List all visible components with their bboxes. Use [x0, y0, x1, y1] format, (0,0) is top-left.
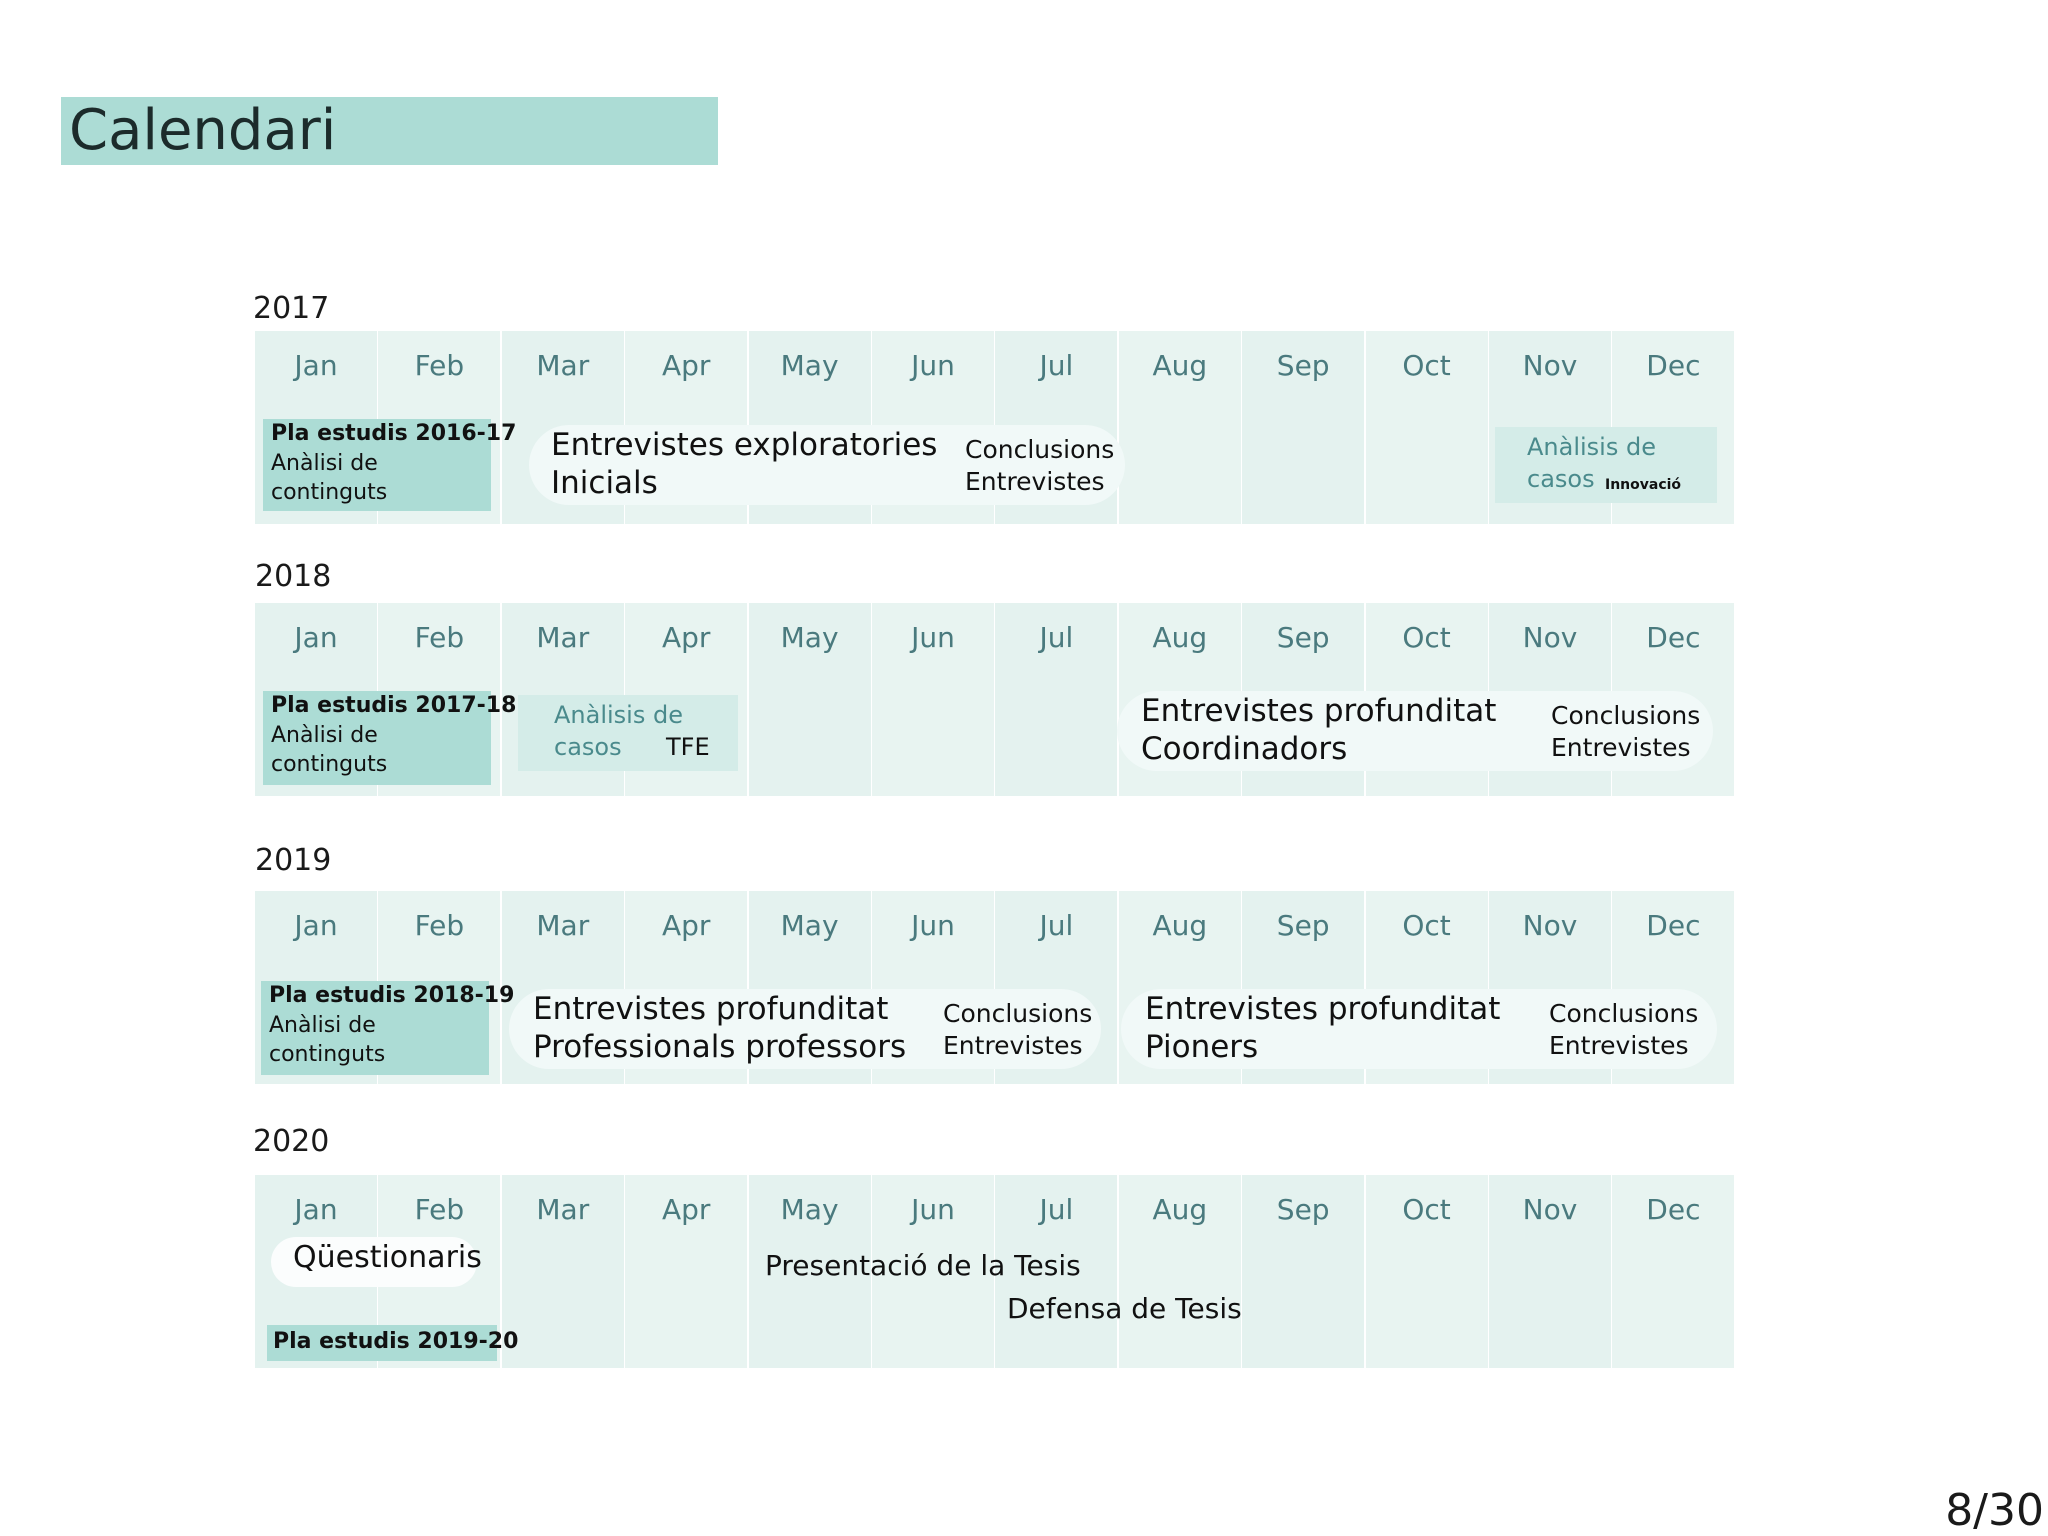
analisis-casos-block: [1495, 427, 1717, 503]
month-label: Sep: [1276, 349, 1330, 382]
month-label: Apr: [661, 349, 711, 382]
month-label: Mar: [536, 1193, 590, 1226]
month-label: Oct: [1402, 349, 1451, 382]
month-label: Sep: [1276, 909, 1330, 942]
month-label: Jul: [1039, 621, 1074, 654]
month-label: Apr: [661, 621, 711, 654]
entrevistes-pill: [1117, 691, 1713, 771]
month-column: [1242, 1175, 1364, 1368]
month-label: Aug: [1152, 909, 1208, 942]
calendar-row-2020: [255, 1175, 1735, 1368]
month-label: Dec: [1646, 909, 1701, 942]
pla-estudis-title: Pla estudis 2016-17: [271, 421, 517, 446]
pill-line2: Pioners: [1145, 1029, 1259, 1065]
pla-estudis-title: Pla estudis 2017-18: [271, 693, 517, 718]
pla-estudis-line1: Anàlisi de: [271, 451, 378, 476]
month-label: Dec: [1646, 621, 1701, 654]
month-label: Nov: [1522, 1193, 1578, 1226]
defensa-tesis: Defensa de Tesis: [1007, 1292, 1242, 1325]
conclusions-line2: Entrevistes: [1551, 733, 1691, 762]
month-label: Apr: [661, 909, 711, 942]
casos-tag: Innovació: [1605, 477, 1682, 493]
month-label: Jul: [1039, 349, 1074, 382]
pla-estudis-line2: continguts: [271, 752, 388, 777]
month-label: May: [780, 349, 839, 382]
calendar-row-2018: [255, 603, 1735, 796]
month-label: Oct: [1402, 909, 1451, 942]
month-label: Nov: [1522, 909, 1578, 942]
conclusions-line2: Entrevistes: [943, 1031, 1083, 1060]
month-column: [1366, 1175, 1488, 1368]
month-column: [1489, 1175, 1611, 1368]
month-label: Aug: [1152, 1193, 1208, 1226]
month-label: Jun: [911, 621, 955, 654]
casos-tag: TFE: [666, 733, 710, 761]
title-bar: [61, 97, 718, 165]
pla-estudis-line2: continguts: [271, 480, 388, 505]
entrevistes-pill-1: [509, 989, 1101, 1069]
month-label: Jul: [1039, 909, 1074, 942]
month-label: Dec: [1646, 349, 1701, 382]
month-label: Dec: [1646, 1193, 1701, 1226]
month-label: Nov: [1522, 349, 1578, 382]
pla-estudis-block: [263, 419, 517, 511]
month-column: [1242, 331, 1364, 524]
pill-line1: Entrevistes profunditat: [533, 991, 889, 1027]
month-label: Oct: [1402, 621, 1451, 654]
calendar-row-2017: [255, 331, 1735, 524]
conclusions-line1: Conclusions: [943, 999, 1093, 1028]
year-label-2017: 2017: [253, 291, 330, 326]
month-column: [1612, 1175, 1734, 1368]
month-label: Jun: [911, 1193, 955, 1226]
year-label-2018: 2018: [255, 559, 332, 594]
conclusions-line1: Conclusions: [1549, 999, 1699, 1028]
month-label: May: [780, 621, 839, 654]
pla-estudis-line1: Anàlisi de: [271, 723, 378, 748]
month-label: Mar: [536, 349, 590, 382]
month-column: [1119, 1175, 1241, 1368]
month-label: Mar: [536, 621, 590, 654]
month-label: May: [780, 909, 839, 942]
month-label: Feb: [414, 909, 465, 942]
month-label: Feb: [414, 621, 465, 654]
pill-line1: Entrevistes profunditat: [1141, 693, 1497, 729]
entrevistes-pill: [529, 425, 1125, 505]
month-column: [872, 603, 994, 796]
entrevistes-pill-2: [1121, 989, 1717, 1069]
year-label-2019: 2019: [255, 843, 332, 878]
month-label: May: [780, 1193, 839, 1226]
casos-line1: Anàlisis de: [1527, 433, 1656, 461]
month-label: Jun: [911, 349, 955, 382]
pill-line2: Coordinadors: [1141, 731, 1348, 767]
casos-line1: Anàlisis de: [554, 701, 683, 729]
page-title: Calendari: [69, 98, 337, 163]
pla-estudis-line1: Anàlisi de: [269, 1013, 376, 1038]
month-label: Jun: [911, 909, 955, 942]
questionaris-label: Qüestionaris: [293, 1240, 482, 1275]
month-label: Feb: [414, 1193, 465, 1226]
month-label: Mar: [536, 909, 590, 942]
month-label: Jan: [294, 349, 338, 382]
month-label: Jan: [294, 909, 338, 942]
month-label: Oct: [1402, 1193, 1451, 1226]
month-label: Aug: [1152, 349, 1208, 382]
questionaris-pill: [271, 1237, 482, 1287]
pla-estudis-title: Pla estudis 2018-19: [269, 983, 515, 1008]
month-column: [502, 1175, 624, 1368]
month-label: Aug: [1152, 621, 1208, 654]
pill-line1: Entrevistes exploratories: [551, 427, 938, 463]
calendar-row-2019: [255, 891, 1735, 1084]
conclusions-line1: Conclusions: [1551, 701, 1701, 730]
casos-line2: casos: [1527, 465, 1595, 493]
page-number: 8/30: [1945, 1485, 2044, 1536]
month-label: Feb: [414, 349, 465, 382]
month-column: [995, 603, 1117, 796]
year-label-2020: 2020: [253, 1124, 330, 1159]
conclusions-line2: Entrevistes: [965, 467, 1105, 496]
casos-line2: casos: [554, 733, 622, 761]
pill-line2: Professionals professors: [533, 1029, 907, 1065]
pla-estudis-block: [267, 1325, 519, 1361]
month-label: Apr: [661, 1193, 711, 1226]
conclusions-line2: Entrevistes: [1549, 1031, 1689, 1060]
analisis-casos-block: [518, 695, 738, 771]
month-column: [749, 603, 871, 796]
month-column: [625, 1175, 747, 1368]
pla-estudis-block: [261, 981, 515, 1075]
pla-estudis-line2: continguts: [269, 1042, 386, 1067]
month-label: Jan: [294, 621, 338, 654]
pill-line1: Entrevistes profunditat: [1145, 991, 1501, 1027]
month-label: Nov: [1522, 621, 1578, 654]
conclusions-line1: Conclusions: [965, 435, 1115, 464]
pill-line2: Inicials: [551, 465, 658, 501]
month-label: Sep: [1276, 1193, 1330, 1226]
pla-estudis-block: [263, 691, 517, 785]
month-column: [1119, 331, 1241, 524]
month-label: Jan: [294, 1193, 338, 1226]
month-column: [1366, 331, 1488, 524]
presentacio-tesis: Presentació de la Tesis: [765, 1249, 1081, 1282]
pla-estudis-title: Pla estudis 2019-20: [273, 1329, 519, 1354]
month-label: Jul: [1039, 1193, 1074, 1226]
month-label: Sep: [1276, 621, 1330, 654]
